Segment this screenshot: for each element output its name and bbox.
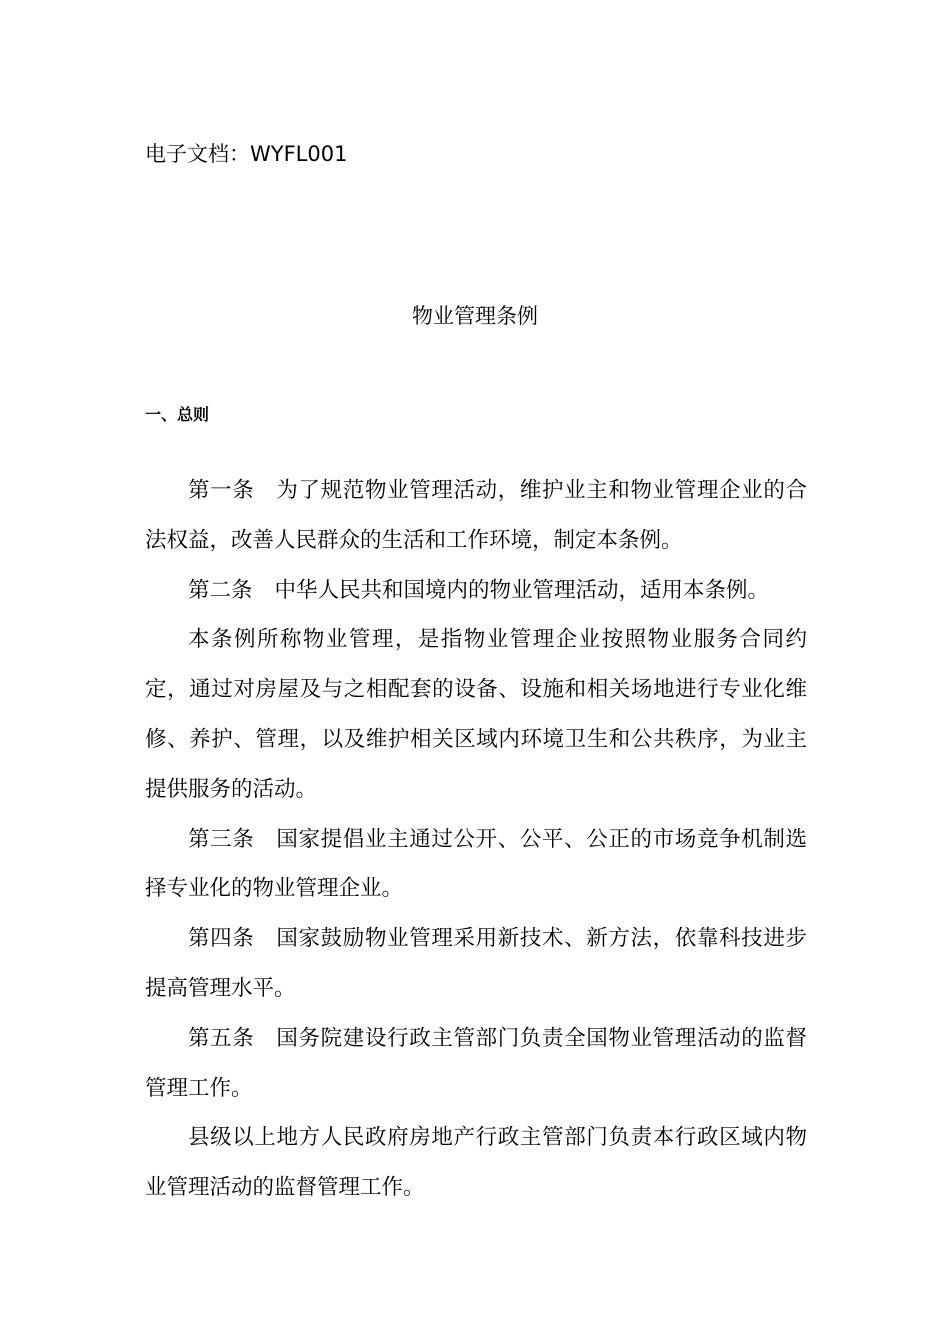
- document-id: 电子文档：WYFL001: [145, 142, 348, 166]
- paragraph-local-authority: [145, 1113, 807, 1213]
- paragraph-article-1: [145, 466, 807, 566]
- section-heading: 一、总则: [145, 405, 210, 424]
- paragraph-text: 县级以上地方人民政府房地产行政主管部门负责本行政区域内物业管理活动的监督管理工作。: [145, 1125, 807, 1201]
- paragraph-text: 中华人民共和国境内的物业管理活动，适用本条例。: [274, 577, 770, 603]
- article-number: 第一条: [188, 478, 255, 503]
- article-number: 第五条: [188, 1025, 255, 1051]
- paragraph-text: 国家鼓励物业管理采用新技术、新方法，依靠科技进步提高管理水平。: [145, 926, 807, 1001]
- paragraph-article-5: [145, 1014, 807, 1114]
- article-number: 第三条: [188, 826, 255, 852]
- paragraph-article-3: [145, 815, 807, 915]
- paragraph-article-2: [145, 566, 807, 616]
- article-number: 第二条: [188, 577, 253, 603]
- paragraph-definition: [145, 615, 807, 814]
- paragraph-text: 本条例所称物业管理，是指物业管理企业按照物业服务合同约定，通过对房屋及与之相配套的设备、设施和相关场地进行专业化维修、养护、管理，以及维护相关区域内环境卫生和公共秩序，为业主提供服务的活动。: [145, 627, 807, 802]
- paragraph-text: 国家提倡业主通过公开、公平、公正的市场竞争机制选择专业化的物业管理企业。: [145, 826, 807, 902]
- document-body: [145, 466, 807, 1213]
- paragraph-text: 国务院建设行政主管部门负责全国物业管理活动的监督管理工作。: [145, 1025, 807, 1101]
- document-title: 物业管理条例: [412, 304, 538, 328]
- article-number: 第四条: [188, 926, 255, 952]
- paragraph-article-4: [145, 914, 807, 1014]
- paragraph-text: 为了规范物业管理活动，维护业主和物业管理企业的合法权益，改善人民群众的生活和工作环境，制定本条例。: [145, 478, 807, 553]
